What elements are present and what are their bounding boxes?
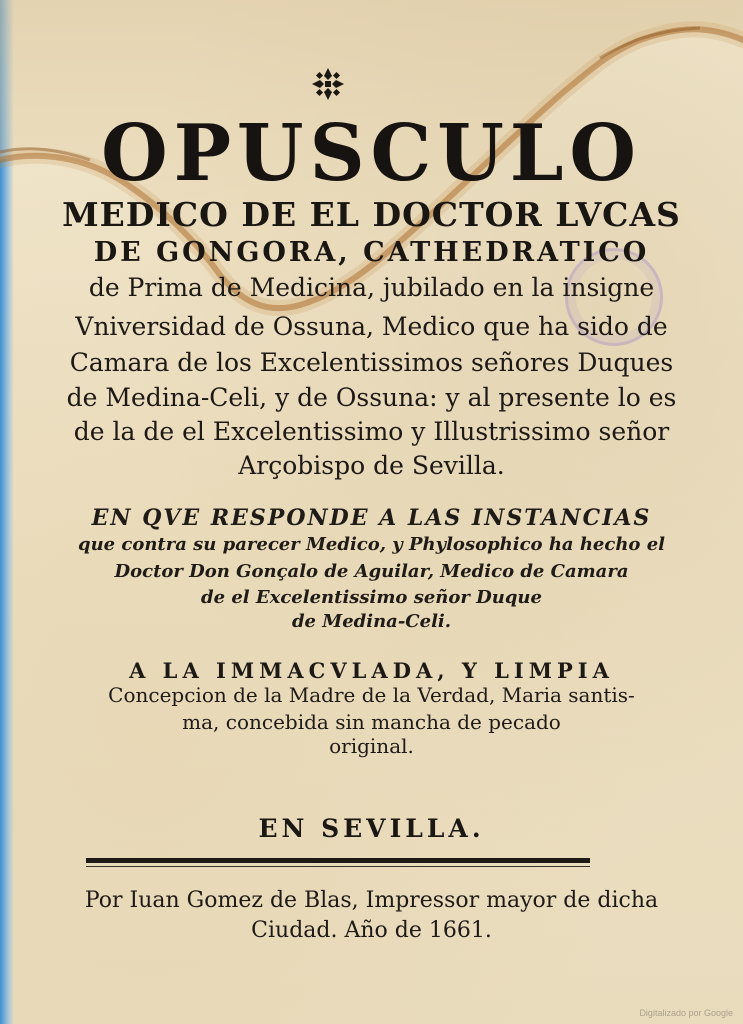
italic-line: de Medina-Celi. bbox=[291, 611, 452, 632]
body-line: Vniversidad de Ossuna, Medico que ha sido de bbox=[75, 312, 668, 341]
body-line: Arçobispo de Sevilla. bbox=[238, 451, 505, 480]
body-line: de Prima de Medicina, jubilado en la insigne bbox=[88, 273, 655, 302]
dedication-heading: A LA IMMACVLADA, Y LIMPIA bbox=[129, 658, 614, 683]
body-line: Camara de los Excelentissimos señores Duques bbox=[69, 348, 674, 377]
imprint-line: Ciudad. Año de 1661. bbox=[251, 918, 492, 943]
italic-heading: EN QVE RESPONDE A LAS INSTANCIAS bbox=[91, 505, 652, 531]
divider-rule bbox=[86, 858, 590, 863]
italic-line: que contra su parecer Medico, y Phylosophico ha hecho el bbox=[77, 534, 665, 555]
imprint-city: EN SEVILLA. bbox=[258, 814, 485, 843]
main-title: OPUSCULO bbox=[101, 108, 642, 199]
subtitle-line-2: DE GONGORA, CATHEDRATICO bbox=[93, 237, 650, 268]
subtitle-line-1: MEDICO DE EL DOCTOR LVCAS bbox=[62, 195, 681, 234]
dedication-line: ma, concebida sin mancha de pecado bbox=[182, 710, 561, 734]
dedication-line: Concepcion de la Madre de la Verdad, Maria santis- bbox=[108, 683, 635, 707]
italic-line: Doctor Don Gonçalo de Aguilar, Medico de Camara bbox=[114, 561, 629, 582]
italic-line: de el Excelentissimo señor Duque bbox=[201, 587, 542, 608]
body-line: de Medina-Celi, y de Ossuna: y al presente lo es bbox=[66, 383, 677, 412]
imprint-line: Por Iuan Gomez de Blas, Impressor mayor de dicha bbox=[84, 888, 659, 913]
digitization-watermark: Digitalizado por Google bbox=[639, 1008, 733, 1018]
dedication-line: original. bbox=[329, 734, 414, 758]
divider-rule-thin bbox=[86, 866, 590, 867]
cross-fleuron-icon bbox=[310, 66, 346, 102]
body-line: de la de el Excelentissimo y Illustrissimo señor bbox=[73, 417, 670, 446]
